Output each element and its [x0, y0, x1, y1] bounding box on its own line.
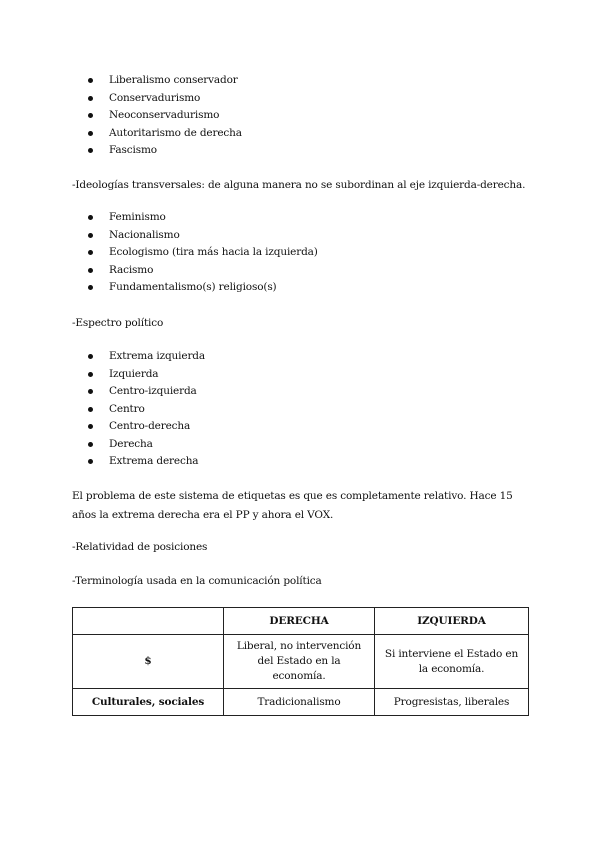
right-ideologies-list: [88, 72, 242, 160]
bullet-icon: [88, 78, 93, 83]
list-item: Feminismo: [88, 209, 318, 227]
bullet-icon: [88, 354, 93, 359]
table-row: [73, 689, 529, 716]
terminology-table: [72, 607, 529, 716]
list-item: Centro-izquierda: [88, 383, 205, 401]
table-row-label: Culturales, sociales: [73, 689, 224, 716]
bullet-icon: [88, 215, 93, 220]
terminology-heading: -Terminología usada en la comunicación política: [72, 575, 322, 587]
table-row: [73, 635, 529, 689]
list-item: Autoritarismo de derecha: [88, 125, 242, 143]
list-item: Derecha: [88, 436, 205, 454]
list-item: Centro-derecha: [88, 418, 205, 436]
list-item: Fascismo: [88, 142, 242, 160]
transversal-list: [88, 209, 318, 297]
relativity-heading: -Relatividad de posiciones: [72, 541, 208, 553]
bullet-icon: [88, 459, 93, 464]
transversal-heading: -Ideologías transversales: de alguna manera no se subordinan al eje izquierda-derecha.: [72, 179, 526, 191]
list-item: Izquierda: [88, 366, 205, 384]
bullet-icon: [88, 233, 93, 238]
bullet-icon: [88, 372, 93, 377]
list-item: Extrema izquierda: [88, 348, 205, 366]
list-item: Neoconservadurismo: [88, 107, 242, 125]
table-cell: Si interviene el Estado en la economía.: [375, 635, 529, 689]
problem-paragraph: El problema de este sistema de etiquetas es que es completamente relativo. Hace 15 años la extrema derecha era el PP y ahora el VOX.: [72, 490, 513, 521]
list-item: Liberalismo conservador: [88, 72, 242, 90]
list-item: Centro: [88, 401, 205, 419]
table-cell: Progresistas, liberales: [375, 689, 529, 716]
spectrum-heading: -Espectro político: [72, 317, 164, 329]
bullet-icon: [88, 131, 93, 136]
list-item: Ecologismo (tira más hacia la izquierda): [88, 244, 318, 262]
bullet-icon: [88, 442, 93, 447]
table-row-label: $: [73, 635, 224, 689]
list-item: Racismo: [88, 262, 318, 280]
table-cell: Liberal, no intervención del Estado en la economía.: [224, 635, 375, 689]
table-header-cell: IZQUIERDA: [375, 608, 529, 635]
table-header-row: [73, 608, 529, 635]
spectrum-list: [88, 348, 205, 471]
list-item: Nacionalismo: [88, 227, 318, 245]
table-header-cell: DERECHA: [224, 608, 375, 635]
bullet-icon: [88, 407, 93, 412]
bullet-icon: [88, 285, 93, 290]
bullet-icon: [88, 268, 93, 273]
bullet-icon: [88, 424, 93, 429]
bullet-icon: [88, 389, 93, 394]
bullet-icon: [88, 148, 93, 153]
bullet-icon: [88, 96, 93, 101]
list-item: Conservadurismo: [88, 90, 242, 108]
table-cell: Tradicionalismo: [224, 689, 375, 716]
table-header-cell: [73, 608, 224, 635]
list-item: Extrema derecha: [88, 453, 205, 471]
bullet-icon: [88, 250, 93, 255]
bullet-icon: [88, 113, 93, 118]
list-item: Fundamentalismo(s) religioso(s): [88, 279, 318, 297]
